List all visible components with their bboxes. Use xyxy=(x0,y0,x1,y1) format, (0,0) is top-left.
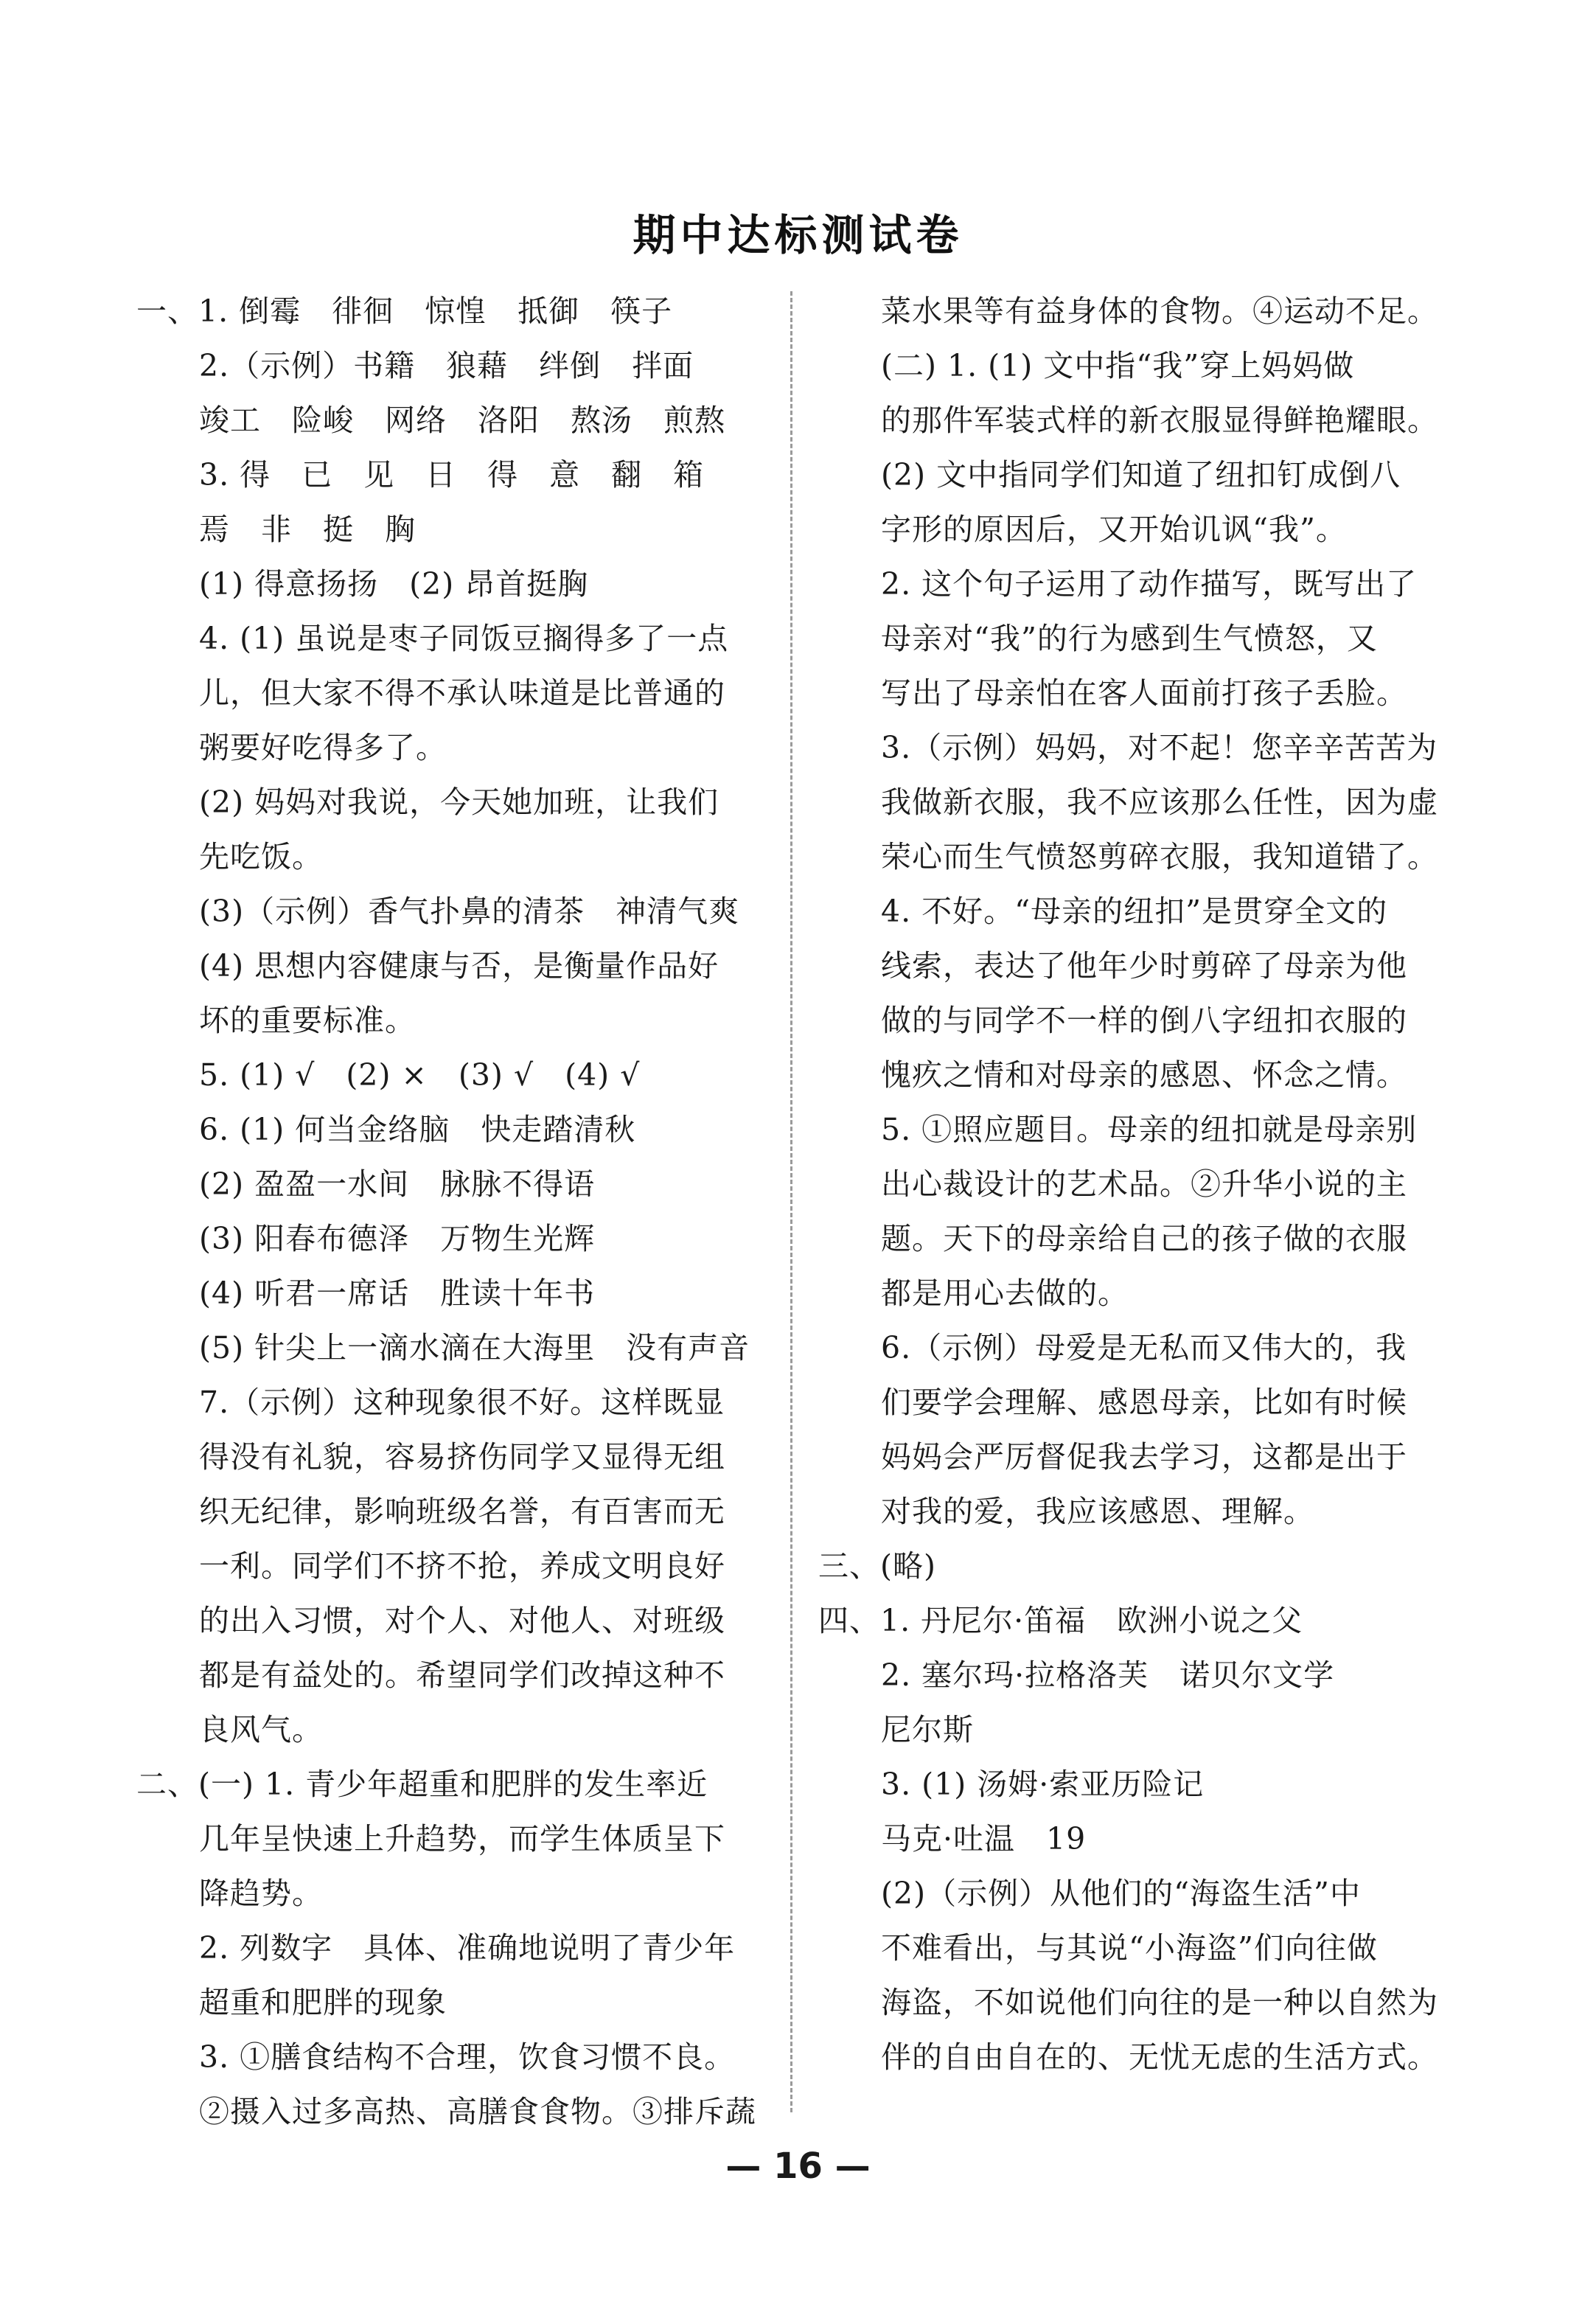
answer-line: 我做新衣服，我不应该那么任性，因为虚 xyxy=(881,784,1438,820)
answer-line: (2)（示例）从他们的“海盗生活”中 xyxy=(881,1876,1361,1911)
answer-line: 5. (1) √ (2) × (3) √ (4) √ xyxy=(199,1057,641,1093)
answer-line: 不难看出，与其说“小海盗”们向往做 xyxy=(881,1930,1378,1966)
answer-line: 3. ①膳食结构不合理，饮食习惯不良。 xyxy=(199,2039,736,2075)
answer-line: 3. 得 已 见 日 得 意 翻 箱 xyxy=(199,457,705,493)
answer-line: 坏的重要标准。 xyxy=(199,1003,416,1038)
answer-line: 妈妈会严厉督促我去学习，这都是出于 xyxy=(881,1439,1407,1475)
answer-line: 2. 这个句子运用了动作描写，既写出了 xyxy=(881,566,1418,602)
answer-line: ②摄入过多高热、高膳食食物。③排斥蔬 xyxy=(199,2094,756,2129)
answer-line: 海盗，不如说他们向往的是一种以自然为 xyxy=(881,1985,1438,2020)
column-divider xyxy=(790,291,792,2112)
answer-line: 菜水果等有益身体的食物。④运动不足。 xyxy=(881,293,1438,329)
answer-line: 线索，表达了他年少时剪碎了母亲为他 xyxy=(881,948,1407,984)
answer-line: 竣工 险峻 网络 洛阳 熬汤 煎熬 xyxy=(199,403,725,438)
answer-line: 母亲对“我”的行为感到生气愤怒，又 xyxy=(881,621,1378,656)
answer-line: 的出入习惯，对个人、对他人、对班级 xyxy=(199,1603,725,1638)
answer-line: (2) 妈妈对我说，今天她加班，让我们 xyxy=(199,784,719,820)
answer-line: 4. (1) 虽说是枣子同饭豆搁得多了一点 xyxy=(199,621,729,656)
answer-line: (4) 思想内容健康与否，是衡量作品好 xyxy=(199,948,719,984)
page-number: — 16 — xyxy=(725,2146,871,2187)
answer-line: 伴的自由自在的、无忧无虑的生活方式。 xyxy=(881,2039,1438,2075)
answer-line: 题。天下的母亲给自己的孩子做的衣服 xyxy=(881,1221,1407,1256)
answer-line: 儿，但大家不得不承认味道是比普通的 xyxy=(199,675,725,711)
answer-line: 们要学会理解、感恩母亲，比如有时候 xyxy=(881,1385,1407,1420)
page-title: 期中达标测试卷 xyxy=(633,210,963,260)
answer-line: 做的与同学不一样的倒八字纽扣衣服的 xyxy=(881,1003,1407,1038)
answer-line: 马克·吐温 19 xyxy=(881,1821,1087,1857)
answer-line: 3.（示例）妈妈，对不起！您辛辛苦苦为 xyxy=(881,730,1438,765)
answer-line: 6.（示例）母爱是无私而又伟大的，我 xyxy=(881,1330,1407,1365)
answer-line: 出心裁设计的艺术品。②升华小说的主 xyxy=(881,1166,1407,1202)
answer-line: 织无纪律，影响班级名誉，有百害而无 xyxy=(199,1494,725,1529)
answer-line: (3)（示例）香气扑鼻的清茶 神清气爽 xyxy=(199,894,740,929)
answer-line: (4) 听君一席话 胜读十年书 xyxy=(199,1276,596,1311)
answer-line: 的那件军装式样的新衣服显得鲜艳耀眼。 xyxy=(881,403,1438,438)
answer-line: 三、(略) xyxy=(818,1548,936,1584)
answer-line: 写出了母亲怕在客人面前打孩子丢脸。 xyxy=(881,675,1407,711)
answer-line: 都是用心去做的。 xyxy=(881,1276,1129,1311)
answer-line: 焉 非 挺 胸 xyxy=(199,512,416,547)
answer-line: (3) 阳春布德泽 万物生光辉 xyxy=(199,1221,596,1256)
answer-line: (2) 盈盈一水间 脉脉不得语 xyxy=(199,1166,596,1202)
answer-line: 都是有益处的。希望同学们改掉这种不 xyxy=(199,1657,725,1693)
answer-line: 3. (1) 汤姆·索亚历险记 xyxy=(881,1767,1205,1802)
answer-line: 先吃饭。 xyxy=(199,839,323,874)
answer-line: 对我的爱，我应该感恩、理解。 xyxy=(881,1494,1314,1529)
answer-line: 字形的原因后，又开始讥讽“我”。 xyxy=(881,512,1347,547)
answer-line: 一、1. 倒霉 徘徊 惊惶 抵御 筷子 xyxy=(136,293,673,329)
answer-line: 粥要好吃得多了。 xyxy=(199,730,447,765)
answer-line: 几年呈快速上升趋势，而学生体质呈下 xyxy=(199,1821,725,1857)
answer-line: (5) 针尖上一滴水滴在大海里 没有声音 xyxy=(199,1330,750,1365)
answer-line: (1) 得意扬扬 (2) 昂首挺胸 xyxy=(199,566,589,602)
answer-line: 4. 不好。“母亲的纽扣”是贯穿全文的 xyxy=(881,894,1388,929)
answer-line: 荣心而生气愤怒剪碎衣服，我知道错了。 xyxy=(881,839,1438,874)
answer-line: 降趋势。 xyxy=(199,1876,323,1911)
answer-line: 2. 塞尔玛·拉格洛芙 诺贝尔文学 xyxy=(881,1657,1335,1693)
answer-line: 愧疚之情和对母亲的感恩、怀念之情。 xyxy=(881,1057,1407,1093)
answer-line: 2.（示例）书籍 狼藉 绊倒 拌面 xyxy=(199,348,694,383)
answer-line: 5. ①照应题目。母亲的纽扣就是母亲别 xyxy=(881,1112,1418,1147)
answer-line: 良风气。 xyxy=(199,1712,323,1747)
answer-line: 7.（示例）这种现象很不好。这样既显 xyxy=(199,1385,725,1420)
answer-line: 2. 列数字 具体、准确地说明了青少年 xyxy=(199,1930,736,1966)
answer-line: 6. (1) 何当金络脑 快走踏清秋 xyxy=(199,1112,636,1147)
answer-line: 四、1. 丹尼尔·笛福 欧洲小说之父 xyxy=(818,1603,1303,1638)
answer-line: 得没有礼貌，容易挤伤同学又显得无组 xyxy=(199,1439,725,1475)
right-column xyxy=(818,284,1460,2084)
answer-line: 二、(一) 1. 青少年超重和肥胖的发生率近 xyxy=(136,1767,708,1802)
answer-line: 一利。同学们不挤不抢，养成文明良好 xyxy=(199,1548,725,1584)
answer-line: 尼尔斯 xyxy=(881,1712,974,1747)
answer-line: 超重和肥胖的现象 xyxy=(199,1985,447,2020)
answer-line: (二) 1. (1) 文中指“我”穿上妈妈做 xyxy=(881,348,1355,383)
left-column xyxy=(136,284,770,2139)
answer-line: (2) 文中指同学们知道了纽扣钉成倒八 xyxy=(881,457,1401,493)
